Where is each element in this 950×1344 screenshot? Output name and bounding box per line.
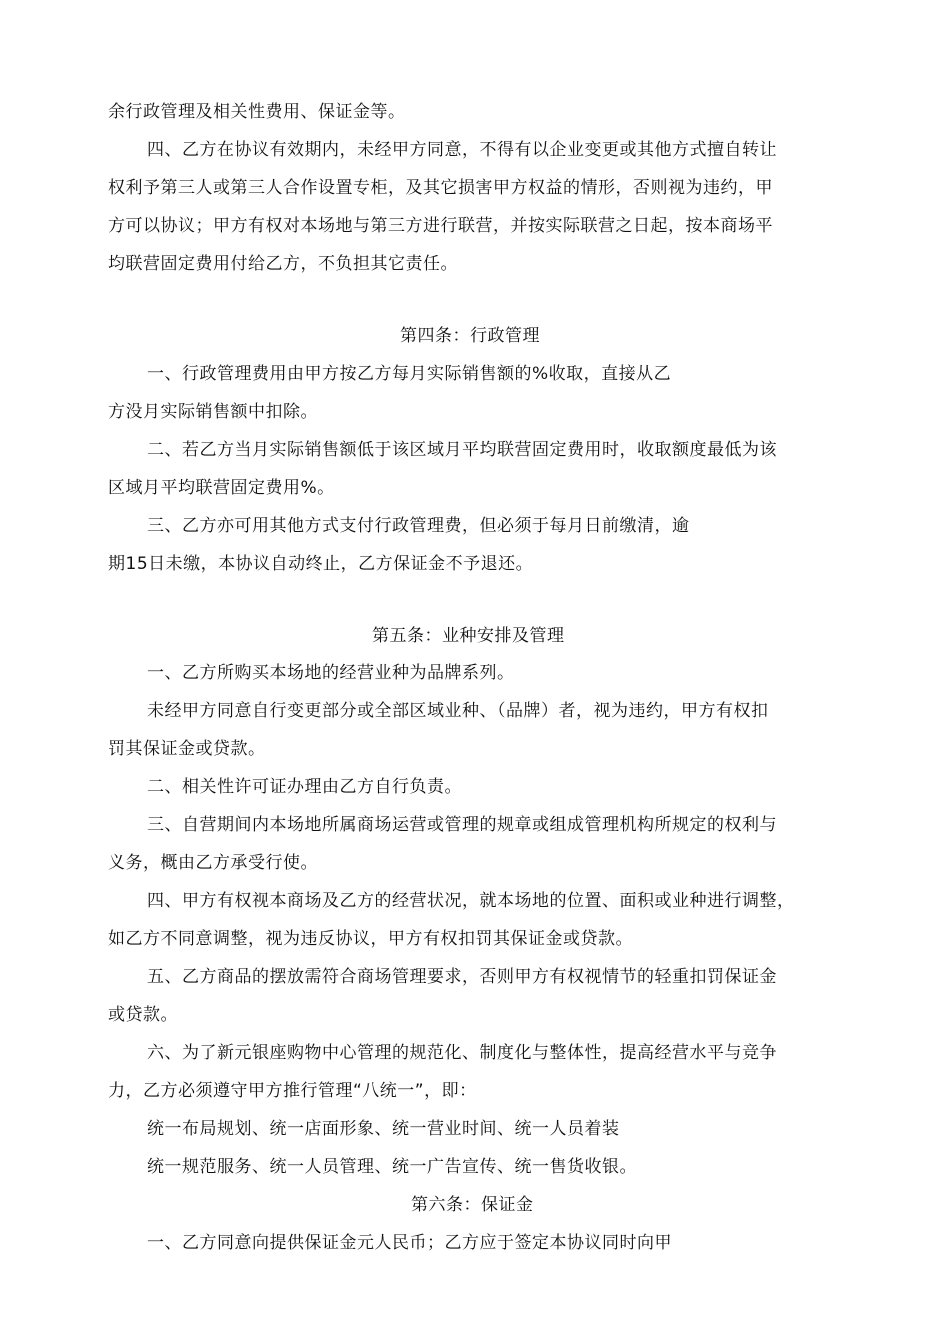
text-line: 罚其保证金或贷款。 (108, 739, 266, 759)
text-line: 义务，概由乙方承受行使。 (108, 853, 318, 873)
text-line: 权利予第三人或第三人合作设置专柜，及其它损害甲方权益的情形，否则视为违约，甲 (108, 178, 773, 198)
section-heading: 第六条：保证金 (411, 1195, 534, 1215)
text-line: 未经甲方同意自行变更部分或全部区域业种、（品牌）者，视为违约，甲方有权扣 (147, 701, 769, 721)
text-line: 均联营固定费用付给乙方，不负担其它责任。 (108, 254, 458, 274)
text-line: 三、乙方亦可用其他方式支付行政管理费，但必须于每月日前缴清，逾 (147, 516, 690, 536)
section-heading: 第四条：行政管理 (400, 326, 540, 346)
text-line: 四、乙方在协议有效期内，未经甲方同意，不得有以企业变更或其他方式擅自转让 (147, 140, 777, 160)
text-line: 方没月实际销售额中扣除。 (108, 402, 318, 422)
text-line: 统一规范服务、统一人员管理、统一广告宣传、统一售货收银。 (147, 1157, 637, 1177)
text-line: 余行政管理及相关性费用、保证金等。 (108, 102, 406, 122)
text-line: 如乙方不同意调整，视为违反协议，甲方有权扣罚其保证金或贷款。 (108, 929, 633, 949)
text-line: 力，乙方必须遵守甲方推行管理“八统一”，即： (108, 1081, 477, 1101)
text-line: 二、若乙方当月实际销售额低于该区域月平均联营固定费用时，收取额度最低为该 (147, 440, 777, 460)
text-line: 一、乙方同意向提供保证金元人民币；乙方应于签定本协议同时向甲 (147, 1233, 672, 1253)
text-line: 方可以协议；甲方有权对本场地与第三方进行联营，并按实际联营之日起，按本商场平 (108, 216, 773, 236)
text-line: 区域月平均联营固定费用%。 (108, 478, 335, 498)
text-line: 四、甲方有权视本商场及乙方的经营状况，就本场地的位置、面积或业种进行调整， (147, 891, 795, 911)
text-line: 统一布局规划、统一店面形象、统一营业时间、统一人员着装 (147, 1119, 620, 1139)
text-line: 一、行政管理费用由甲方按乙方每月实际销售额的%收取，直接从乙 (147, 364, 672, 384)
text-line: 三、自营期间内本场地所属商场运营或管理的规章或组成管理机构所规定的权利与 (147, 815, 777, 835)
text-line: 五、乙方商品的摆放需符合商场管理要求，否则甲方有权视情节的轻重扣罚保证金 (147, 967, 777, 987)
text-line: 六、为了新元银座购物中心管理的规范化、制度化与整体性，提高经营水平与竞争 (147, 1043, 777, 1063)
text-line: 一、乙方所购买本场地的经营业种为品牌系列。 (147, 663, 515, 683)
text-line: 期15日未缴，本协议自动终止，乙方保证金不予退还。 (108, 554, 534, 574)
section-heading: 第五条：业种安排及管理 (372, 626, 565, 646)
text-line: 或贷款。 (108, 1005, 178, 1025)
text-line: 二、相关性许可证办理由乙方自行负责。 (147, 777, 462, 797)
